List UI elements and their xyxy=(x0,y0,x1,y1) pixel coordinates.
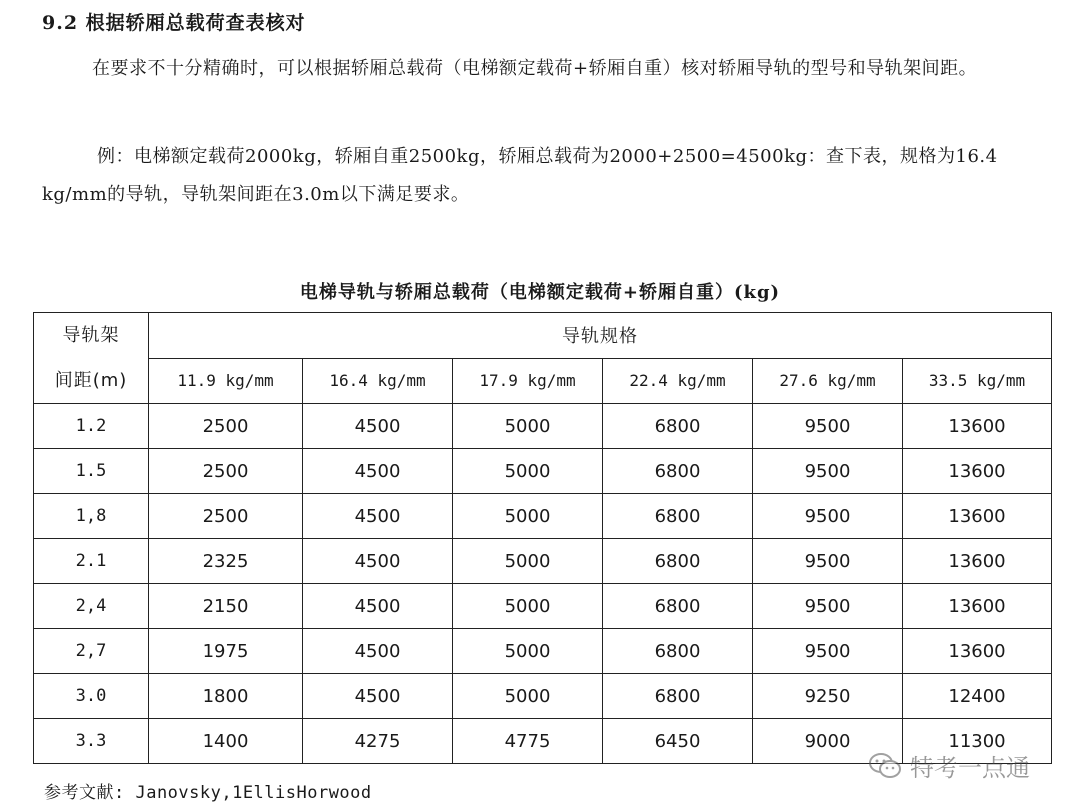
load-value-cell: 9000 xyxy=(753,719,903,764)
spacing-cell: 3.3 xyxy=(34,719,149,764)
load-value-cell: 4500 xyxy=(303,674,453,719)
load-value-cell: 9500 xyxy=(753,494,903,539)
table-row xyxy=(34,404,1052,449)
spec-header-cell: 22.4 kg/mm xyxy=(603,358,753,404)
load-value-cell: 9500 xyxy=(753,629,903,674)
load-value-cell: 13600 xyxy=(903,449,1052,494)
load-value-cell: 5000 xyxy=(453,404,603,449)
load-value-cell: 4500 xyxy=(303,584,453,629)
load-value-cell: 5000 xyxy=(453,674,603,719)
section-heading: 9.2 根据轿厢总载荷查表核对 xyxy=(42,12,306,34)
load-value-cell: 13600 xyxy=(903,539,1052,584)
load-value-cell: 1800 xyxy=(149,674,303,719)
load-value-cell: 2500 xyxy=(149,449,303,494)
spacing-column-header xyxy=(34,313,149,404)
load-value-cell: 6800 xyxy=(603,449,753,494)
load-value-cell: 5000 xyxy=(453,449,603,494)
table-row xyxy=(34,449,1052,494)
load-value-cell: 2325 xyxy=(149,539,303,584)
rail-spec-group-header: 导轨规格 xyxy=(149,313,1052,359)
spacing-header-line1: 导轨架 xyxy=(62,325,120,346)
spacing-cell: 2,7 xyxy=(34,629,149,674)
spacing-header-line2: 间距(m) xyxy=(54,370,128,391)
watermark xyxy=(868,748,1030,783)
spec-header-cell: 27.6 kg/mm xyxy=(753,358,903,404)
spec-header-cell: 33.5 kg/mm xyxy=(903,358,1052,404)
load-value-cell: 4775 xyxy=(453,719,603,764)
load-value-cell: 4500 xyxy=(303,404,453,449)
spec-header-cell: 17.9 kg/mm xyxy=(453,358,603,404)
spacing-cell: 1,8 xyxy=(34,494,149,539)
load-value-cell: 5000 xyxy=(453,629,603,674)
reference-note: 参考文献: Janovsky,1EllisHorwood xyxy=(44,783,372,803)
load-value-cell: 2500 xyxy=(149,494,303,539)
load-value-cell: 9500 xyxy=(753,404,903,449)
table-row xyxy=(34,539,1052,584)
load-value-cell: 5000 xyxy=(453,584,603,629)
intro-paragraph: 在要求不十分精确时，可以根据轿厢总载荷（电梯额定载荷+轿厢自重）核对轿厢导轨的型号和导轨架间距。 xyxy=(92,58,978,79)
load-value-cell: 4500 xyxy=(303,449,453,494)
table-caption: 电梯导轨与轿厢总载荷（电梯额定载荷+轿厢自重）(kg) xyxy=(299,282,781,303)
spec-header-row xyxy=(34,358,1052,404)
load-value-cell: 2500 xyxy=(149,404,303,449)
load-value-cell: 4500 xyxy=(303,629,453,674)
load-value-cell: 9500 xyxy=(753,584,903,629)
load-value-cell: 12400 xyxy=(903,674,1052,719)
load-value-cell: 13600 xyxy=(903,494,1052,539)
load-value-cell: 9250 xyxy=(753,674,903,719)
load-value-cell: 9500 xyxy=(753,539,903,584)
spec-header-cell: 11.9 kg/mm xyxy=(149,358,303,404)
load-value-cell: 6450 xyxy=(603,719,753,764)
load-value-cell: 5000 xyxy=(453,494,603,539)
spec-header-cell: 16.4 kg/mm xyxy=(303,358,453,404)
example-paragraph: 例：电梯额定载荷2000kg，轿厢自重2500kg，轿厢总载荷为2000+2500=4500kg：查下表，规格为16.4 kg/mm的导轨，导轨架间距在3.0m以下满足要求。 xyxy=(42,146,998,205)
load-value-cell: 1400 xyxy=(149,719,303,764)
load-value-cell: 13600 xyxy=(903,629,1052,674)
load-value-cell: 13600 xyxy=(903,404,1052,449)
wechat-icon xyxy=(868,751,902,781)
spacing-cell: 2,4 xyxy=(34,584,149,629)
load-value-cell: 4500 xyxy=(303,539,453,584)
spacing-cell: 1.2 xyxy=(34,404,149,449)
spacing-cell: 1.5 xyxy=(34,449,149,494)
table-body xyxy=(34,404,1052,764)
load-value-cell: 6800 xyxy=(603,539,753,584)
load-value-cell: 6800 xyxy=(603,629,753,674)
load-value-cell: 4500 xyxy=(303,494,453,539)
table-row xyxy=(34,584,1052,629)
load-value-cell: 13600 xyxy=(903,584,1052,629)
load-value-cell: 5000 xyxy=(453,539,603,584)
load-value-cell: 6800 xyxy=(603,584,753,629)
watermark-text: 特考一点通 xyxy=(910,754,1030,782)
load-table xyxy=(33,312,1052,764)
table-row xyxy=(34,629,1052,674)
load-value-cell: 6800 xyxy=(603,404,753,449)
load-value-cell: 9500 xyxy=(753,449,903,494)
load-value-cell: 1975 xyxy=(149,629,303,674)
load-value-cell: 11300 xyxy=(903,719,1052,764)
load-value-cell: 6800 xyxy=(603,674,753,719)
spacing-cell: 2.1 xyxy=(34,539,149,584)
load-value-cell: 2150 xyxy=(149,584,303,629)
table-row xyxy=(34,494,1052,539)
load-value-cell: 4275 xyxy=(303,719,453,764)
load-value-cell: 6800 xyxy=(603,494,753,539)
table-row xyxy=(34,674,1052,719)
spacing-cell: 3.0 xyxy=(34,674,149,719)
